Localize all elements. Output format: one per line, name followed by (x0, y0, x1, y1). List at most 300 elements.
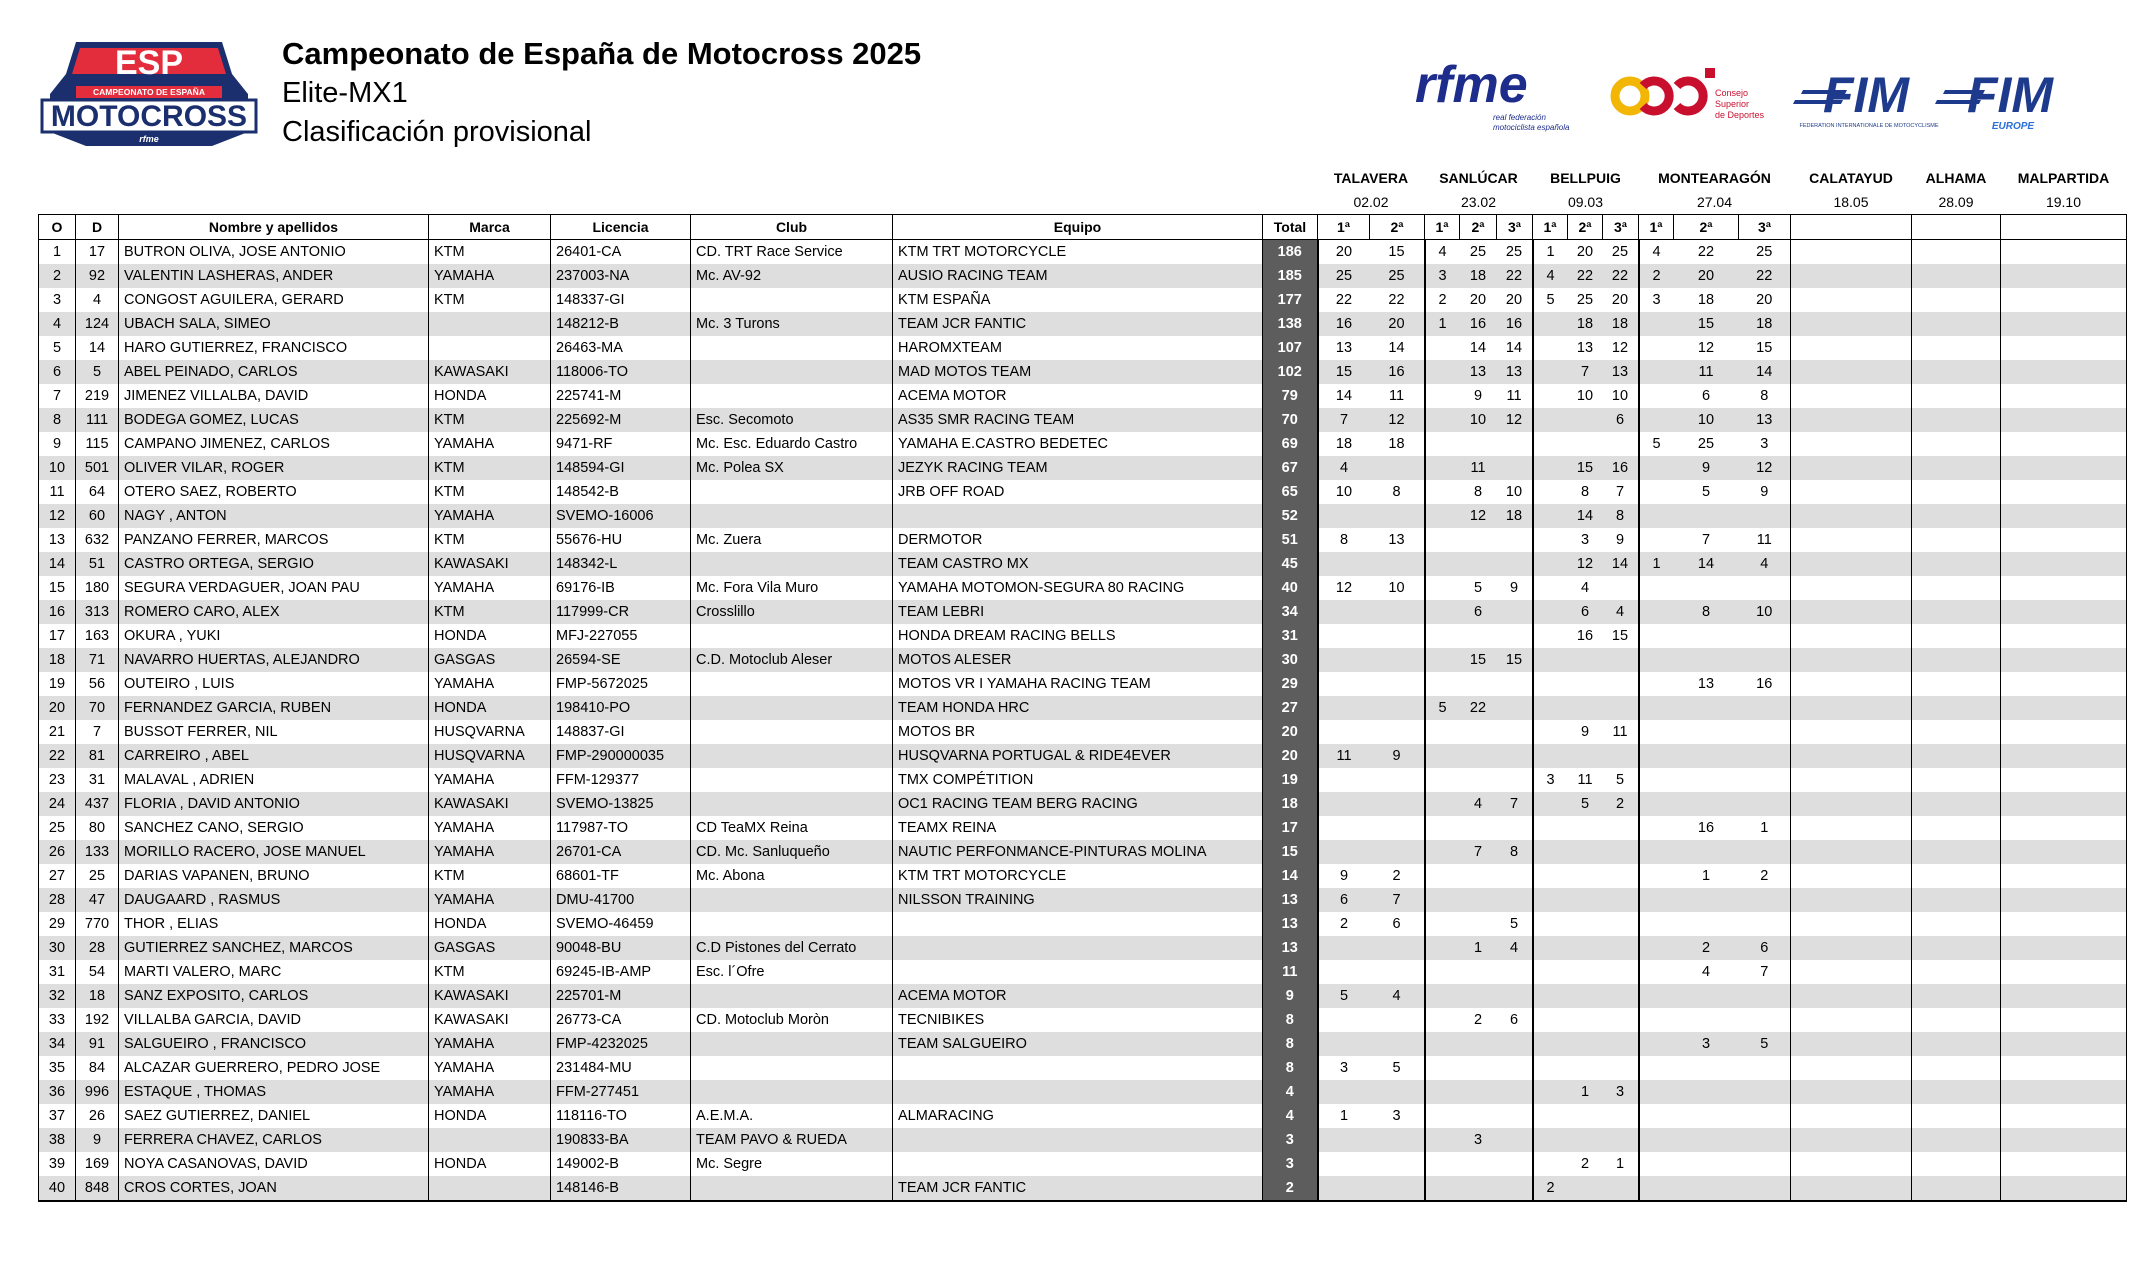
race-points-cell (1497, 432, 1533, 456)
club-cell: CD. Mc. Sanluqueño (691, 840, 893, 864)
race-points-cell (1533, 1104, 1568, 1128)
race-points-cell: 11 (1612, 724, 1628, 740)
future-event-cell (1791, 384, 1912, 408)
race-points-cell (1533, 936, 1568, 960)
total-cell: 17 (1263, 816, 1318, 840)
future-event-cell (1912, 1008, 2001, 1032)
svg-text:motociclista española: motociclista española (1493, 123, 1570, 132)
race-points-cell (1568, 960, 1603, 984)
license-cell: MFJ-227055 (551, 624, 691, 648)
race-points-cell (1533, 408, 1568, 432)
club-cell (691, 480, 893, 504)
race-points-cell (1318, 672, 1370, 696)
race-points-cell (1318, 624, 1370, 648)
race-points-cell (1568, 1032, 1603, 1056)
dorsal-cell: 80 (76, 816, 119, 840)
brand-cell: KTM (429, 600, 551, 624)
brand-cell: KAWASAKI (429, 360, 551, 384)
race-points-cell (1370, 816, 1425, 840)
future-event-cell (2001, 1008, 2127, 1032)
race-points-cell (1568, 696, 1603, 720)
race-points-cell (1674, 1080, 1739, 1104)
race-points-cell (1639, 888, 1674, 912)
future-event-cell (2001, 312, 2127, 336)
license-cell: 148146-B (551, 1176, 691, 1201)
race-points-cell (1639, 312, 1674, 336)
dorsal-cell: 9 (76, 1128, 119, 1152)
table-row (39, 600, 2127, 624)
dorsal-cell: 770 (76, 912, 119, 936)
brand-cell: HONDA (429, 696, 551, 720)
race-points-cell (1425, 480, 1460, 504)
race-points-cell (1533, 864, 1568, 888)
col-license: Licencia (551, 215, 691, 240)
race-points-cell (1603, 1128, 1639, 1152)
race-points-cell: 5 (1568, 792, 1603, 816)
position-cell: 2 (39, 264, 76, 288)
future-event-cell (1791, 744, 1912, 768)
race-points-cell: 20 (1576, 244, 1594, 260)
federation-logos (1415, 56, 2095, 136)
race-points-cell (1370, 1128, 1425, 1152)
position-cell: 9 (39, 432, 76, 456)
table-row (39, 432, 2127, 456)
total-cell: 40 (1263, 576, 1318, 600)
category-label: Elite-MX1 (282, 77, 408, 109)
license-cell: 26594-SE (551, 648, 691, 672)
race-points-cell: 25 (1576, 292, 1594, 308)
race-points-cell (1603, 672, 1639, 696)
race-points-cell: 4 (1533, 264, 1568, 288)
race-points-cell: 16 (1697, 820, 1715, 836)
race-points-cell (1425, 984, 1460, 1008)
club-cell (691, 912, 893, 936)
race-points-cell (1639, 336, 1674, 360)
race-header (1791, 215, 1912, 240)
race-points-cell (1318, 648, 1370, 672)
event-name-row (39, 166, 2127, 190)
team-cell: KTM TRT MOTORCYCLE (893, 864, 1263, 888)
future-event-cell (1791, 720, 1912, 744)
rider-name-cell: DAUGAARD , RASMUS (119, 888, 429, 912)
race-points-cell: 3 (1739, 432, 1791, 456)
future-event-cell (1912, 336, 2001, 360)
race-points-cell (1739, 1128, 1791, 1152)
fim-europe-logo (1935, 67, 2054, 132)
table-row (39, 864, 2127, 888)
club-cell (691, 984, 893, 1008)
team-cell: MOTOS BR (893, 720, 1263, 744)
club-cell: Mc. Fora Vila Muro (691, 576, 893, 600)
race-points-cell (1533, 648, 1568, 672)
race-points-cell (1533, 552, 1568, 576)
race-points-cell (1497, 1080, 1533, 1104)
future-event-cell (2001, 1104, 2127, 1128)
race-points-cell (1568, 816, 1603, 840)
license-cell: 148212-B (551, 312, 691, 336)
future-event-cell (2001, 1176, 2127, 1201)
future-event-cell (1912, 456, 2001, 480)
race-points-cell (1639, 960, 1674, 984)
club-cell (691, 1056, 893, 1080)
race-points-cell: 13 (1739, 408, 1791, 432)
brand-cell: KTM (429, 288, 551, 312)
club-cell (691, 696, 893, 720)
future-event-cell (1912, 720, 2001, 744)
race-points-cell (1568, 888, 1603, 912)
race-points-cell (1533, 360, 1568, 384)
club-cell: Esc. Secomoto (691, 408, 893, 432)
future-event-cell (1912, 960, 2001, 984)
race-points-cell (1425, 432, 1460, 456)
race-points-cell (1533, 1080, 1568, 1104)
race-points-cell: 7 (1615, 484, 1625, 500)
dorsal-cell: 18 (76, 984, 119, 1008)
future-event-cell (1791, 1008, 1912, 1032)
race-points-cell (1674, 768, 1739, 792)
race-header: 2ª (1568, 215, 1603, 240)
future-event-cell (2001, 336, 2127, 360)
future-event-cell (1912, 576, 2001, 600)
license-cell: 237003-NA (551, 264, 691, 288)
future-event-cell (2001, 624, 2127, 648)
race-points-cell: 11 (1674, 360, 1739, 384)
total-cell: 2 (1263, 1176, 1318, 1201)
position-cell: 22 (39, 744, 76, 768)
col-position: O (39, 215, 76, 240)
race-points-cell (1460, 984, 1497, 1008)
future-event-cell (1791, 864, 1912, 888)
race-points-cell: 18 (1318, 432, 1370, 456)
race-points-cell: 10 (1739, 600, 1791, 624)
race-header: 1ª (1533, 215, 1568, 240)
future-event-cell (1791, 552, 1912, 576)
race-points-cell (1533, 888, 1568, 912)
race-points-cell (1568, 912, 1603, 936)
race-header: 1ª (1425, 215, 1460, 240)
rider-name-cell: OUTEIRO , LUIS (119, 672, 429, 696)
race-points-cell: 18 (1388, 436, 1405, 452)
future-event-cell (2001, 552, 2127, 576)
dorsal-cell: 163 (76, 624, 119, 648)
future-event-cell (1791, 1152, 1912, 1176)
rider-name-cell: SEGURA VERDAGUER, JOAN PAU (119, 576, 429, 600)
table-row (39, 720, 2127, 744)
position-cell: 39 (39, 1152, 76, 1176)
club-cell: Mc. Segre (691, 1152, 893, 1176)
race-points-cell (1425, 792, 1460, 816)
total-cell: 51 (1263, 528, 1318, 552)
club-cell: C.D Pistones del Cerrato (691, 936, 893, 960)
brand-cell: KTM (429, 960, 551, 984)
race-points-cell (1603, 1056, 1639, 1080)
race-points-cell: 8 (1739, 384, 1791, 408)
race-points-cell (1460, 768, 1497, 792)
club-cell (691, 624, 893, 648)
team-cell: TEAMX REINA (893, 816, 1263, 840)
race-points-cell (1603, 840, 1639, 864)
club-cell (691, 552, 893, 576)
club-cell (691, 384, 893, 408)
dorsal-cell: 7 (76, 720, 119, 744)
race-points-cell (1497, 1032, 1533, 1056)
license-cell: 26701-CA (551, 840, 691, 864)
future-event-cell (1912, 768, 2001, 792)
race-points-cell (1533, 576, 1568, 600)
club-cell (691, 888, 893, 912)
dorsal-cell: 64 (76, 480, 119, 504)
race-points-cell (1533, 696, 1568, 720)
race-points-cell: 2 (1425, 288, 1460, 312)
total-cell: 13 (1263, 888, 1318, 912)
dorsal-cell: 4 (76, 288, 119, 312)
brand-cell: KTM (429, 240, 551, 265)
future-event-cell (2001, 432, 2127, 456)
race-points-cell: 2 (1639, 264, 1674, 288)
rider-name-cell: THOR , ELIAS (119, 912, 429, 936)
race-points-cell (1639, 672, 1674, 696)
race-points-cell: 2 (1580, 1156, 1590, 1172)
race-points-cell: 3 (1460, 1128, 1497, 1152)
race-points-cell (1318, 1176, 1370, 1201)
race-points-cell: 20 (1318, 240, 1370, 265)
race-points-cell (1425, 600, 1460, 624)
license-cell: 117987-TO (551, 816, 691, 840)
race-points-cell: 6 (1318, 888, 1370, 912)
race-points-cell (1497, 552, 1533, 576)
table-row (39, 1176, 2127, 1201)
race-points-cell (1425, 648, 1460, 672)
race-points-cell: 4 (1580, 580, 1590, 596)
rider-name-cell: MARTI VALERO, MARC (119, 960, 429, 984)
position-cell: 36 (39, 1080, 76, 1104)
future-event-cell (1912, 480, 2001, 504)
race-points-cell (1425, 408, 1460, 432)
position-cell: 27 (39, 864, 76, 888)
race-points-cell (1370, 1176, 1425, 1201)
brand-cell: YAMAHA (429, 672, 551, 696)
future-event-cell (2001, 984, 2127, 1008)
svg-text:MOTOCROSS: MOTOCROSS (50, 100, 248, 133)
race-points-cell: 3 (1674, 1032, 1739, 1056)
race-points-cell: 25 (1318, 264, 1370, 288)
future-event-cell (1791, 312, 1912, 336)
club-cell: CD. TRT Race Service (691, 240, 893, 265)
race-points-cell (1639, 816, 1674, 840)
race-points-cell (1639, 528, 1674, 552)
standings-table (38, 166, 2127, 1202)
race-points-cell: 11 (1577, 772, 1593, 788)
total-cell: 8 (1263, 1008, 1318, 1032)
dorsal-cell: 133 (76, 840, 119, 864)
race-points-cell (1460, 816, 1497, 840)
dorsal-cell: 25 (76, 864, 119, 888)
race-points-cell (1425, 768, 1460, 792)
race-points-cell: 16 (1370, 360, 1425, 384)
position-cell: 6 (39, 360, 76, 384)
race-points-cell: 20 (1505, 292, 1523, 308)
future-event-cell (2001, 1056, 2127, 1080)
race-points-cell (1425, 1080, 1460, 1104)
brand-cell: HONDA (429, 624, 551, 648)
table-row (39, 816, 2127, 840)
race-points-cell: 2 (1473, 1012, 1483, 1028)
race-points-cell (1639, 840, 1674, 864)
club-cell (691, 720, 893, 744)
race-points-cell (1568, 864, 1603, 888)
dorsal-cell: 91 (76, 1032, 119, 1056)
race-points-cell: 16 (1460, 312, 1497, 336)
race-points-cell: 5 (1639, 432, 1674, 456)
dorsal-cell: 81 (76, 744, 119, 768)
race-points-cell (1533, 720, 1568, 744)
future-event-cell (1912, 528, 2001, 552)
future-event-cell (2001, 576, 2127, 600)
race-points-cell: 7 (1568, 360, 1603, 384)
race-points-cell: 22 (1460, 696, 1497, 720)
total-cell: 15 (1263, 840, 1318, 864)
race-points-cell: 22 (1568, 264, 1603, 288)
license-cell: 148337-GI (551, 288, 691, 312)
race-points-cell (1460, 960, 1497, 984)
club-cell: Mc. Zuera (691, 528, 893, 552)
race-points-cell (1533, 912, 1568, 936)
club-cell: Esc. l´Ofre (691, 960, 893, 984)
table-row (39, 984, 2127, 1008)
race-points-cell: 5 (1533, 288, 1568, 312)
future-event-cell (1912, 264, 2001, 288)
race-points-cell: 10 (1388, 580, 1405, 596)
total-cell: 30 (1263, 648, 1318, 672)
brand-cell: GASGAS (429, 936, 551, 960)
rider-name-cell: VILLALBA GARCIA, DAVID (119, 1008, 429, 1032)
total-cell: 31 (1263, 624, 1318, 648)
total-cell: 185 (1263, 264, 1318, 288)
future-event-cell (1791, 336, 1912, 360)
rider-name-cell: CARREIRO , ABEL (119, 744, 429, 768)
position-cell: 14 (39, 552, 76, 576)
dorsal-cell: 84 (76, 1056, 119, 1080)
team-cell: MAD MOTOS TEAM (893, 360, 1263, 384)
race-points-cell (1639, 360, 1674, 384)
future-event-cell (2001, 648, 2127, 672)
team-cell (893, 504, 1263, 528)
total-cell: 45 (1263, 552, 1318, 576)
race-points-cell (1425, 576, 1460, 600)
race-points-cell (1739, 720, 1791, 744)
license-cell: 26463-MA (551, 336, 691, 360)
race-points-cell (1497, 960, 1533, 984)
position-cell: 38 (39, 1128, 76, 1152)
team-cell: MOTOS ALESER (893, 648, 1263, 672)
position-cell: 5 (39, 336, 76, 360)
race-points-cell (1603, 696, 1639, 720)
dorsal-cell: 501 (76, 456, 119, 480)
race-points-cell (1674, 648, 1739, 672)
dorsal-cell: 26 (76, 1104, 119, 1128)
col-club: Club (691, 215, 893, 240)
future-event-cell (1791, 648, 1912, 672)
future-event-cell (2001, 1080, 2127, 1104)
team-cell: TEAM LEBRI (893, 600, 1263, 624)
future-event-cell (1791, 1176, 1912, 1201)
race-header: 2ª (1370, 215, 1425, 240)
race-points-cell (1603, 744, 1639, 768)
future-event-cell (1912, 696, 2001, 720)
col-dorsal: D (76, 215, 119, 240)
license-cell: 148542-B (551, 480, 691, 504)
race-points-cell (1425, 360, 1460, 384)
race-points-cell (1370, 792, 1425, 816)
team-cell: TEAM JCR FANTIC (893, 312, 1263, 336)
race-points-cell (1460, 1152, 1497, 1176)
race-points-cell: 5 (1318, 984, 1370, 1008)
team-cell: TEAM SALGUEIRO (893, 1032, 1263, 1056)
race-points-cell: 12 (1697, 340, 1715, 356)
race-points-cell (1425, 384, 1460, 408)
race-points-cell: 9 (1580, 724, 1590, 740)
position-cell: 24 (39, 792, 76, 816)
team-cell: KTM ESPAÑA (893, 288, 1263, 312)
race-points-cell (1318, 1128, 1370, 1152)
position-cell: 31 (39, 960, 76, 984)
race-points-cell: 4 (1370, 984, 1425, 1008)
race-points-cell (1639, 600, 1674, 624)
race-points-cell: 12 (1318, 576, 1370, 600)
event-calatayud: CALATAYUD (1809, 170, 1893, 186)
position-cell: 7 (39, 384, 76, 408)
race-header: 3ª (1497, 215, 1533, 240)
team-cell: YAMAHA E.CASTRO BEDETEC (893, 432, 1263, 456)
date-bellpuig: 09.03 (1567, 194, 1604, 210)
club-cell (691, 672, 893, 696)
race-points-cell: 18 (1603, 312, 1639, 336)
future-event-cell (1912, 744, 2001, 768)
race-points-cell: 8 (1603, 504, 1639, 528)
future-event-cell (2001, 384, 2127, 408)
race-points-cell (1533, 480, 1568, 504)
race-points-cell (1318, 840, 1370, 864)
race-points-cell (1370, 768, 1425, 792)
race-points-cell (1425, 816, 1460, 840)
team-cell: ACEMA MOTOR (893, 984, 1263, 1008)
race-points-cell: 20 (1674, 264, 1739, 288)
race-points-cell: 22 (1697, 244, 1715, 260)
race-points-cell (1370, 960, 1425, 984)
race-points-cell: 15 (1568, 456, 1603, 480)
future-event-cell (2001, 480, 2127, 504)
race-points-cell: 1 (1615, 1156, 1625, 1172)
total-cell: 13 (1263, 936, 1318, 960)
table-row (39, 240, 2127, 265)
table-row (39, 288, 2127, 312)
race-points-cell (1497, 1128, 1533, 1152)
license-cell: FFM-277451 (551, 1080, 691, 1104)
race-points-cell: 1 (1568, 1080, 1603, 1104)
future-event-cell (1791, 912, 1912, 936)
future-event-cell (1791, 504, 1912, 528)
race-points-cell (1370, 1008, 1425, 1032)
race-points-cell (1425, 1032, 1460, 1056)
race-points-cell (1425, 504, 1460, 528)
race-points-cell: 14 (1469, 340, 1487, 356)
future-event-cell (2001, 288, 2127, 312)
total-cell: 4 (1263, 1104, 1318, 1128)
rider-name-cell: ROMERO CARO, ALEX (119, 600, 429, 624)
table-row (39, 936, 2127, 960)
race-points-cell: 18 (1739, 312, 1791, 336)
future-event-cell (2001, 240, 2127, 265)
